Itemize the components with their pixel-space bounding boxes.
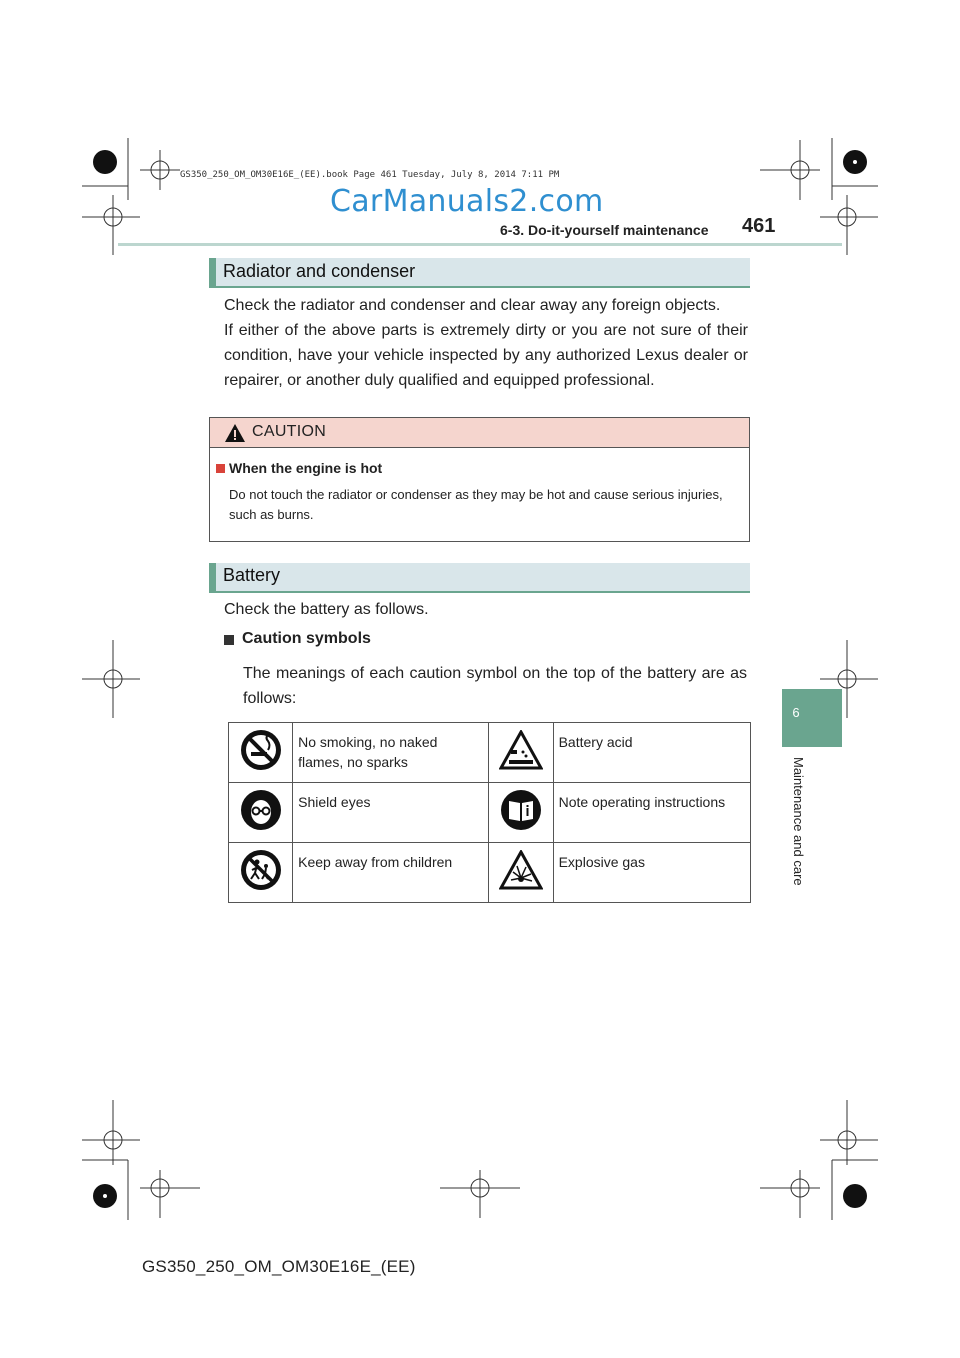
footer-code: GS350_250_OM_OM30E16E_(EE) xyxy=(142,1257,416,1276)
watermark: CarManuals2.com xyxy=(330,184,604,219)
section-title-battery: Battery xyxy=(223,565,281,585)
chapter-tab-label: Maintenance and care xyxy=(791,757,806,886)
table-row xyxy=(229,723,751,783)
caution-subheading: When the engine is hot xyxy=(229,460,383,476)
table-cell-label: Battery acid xyxy=(553,723,750,783)
table-cell-label: No smoking, no naked flames, no sparks xyxy=(293,723,489,783)
caution-symbols-table xyxy=(228,722,751,903)
table-cell-label: Note operating instructions xyxy=(553,783,750,843)
table-cell-icon xyxy=(489,723,553,783)
table-cell-icon xyxy=(489,843,553,903)
table-cell-icon xyxy=(229,843,293,903)
caution-text: Do not touch the radiator or condenser as they may be hot and cause serious injuries, such as burns. xyxy=(229,487,723,522)
no-smoking-icon xyxy=(239,728,283,772)
symbols-bullet xyxy=(224,635,234,645)
header-section-title: 6-3. Do-it-yourself maintenance xyxy=(500,222,709,238)
section-title-radiator: Radiator and condenser xyxy=(223,261,416,281)
table-cell-icon xyxy=(489,783,553,843)
chapter-tab-number: 6 xyxy=(792,705,800,720)
table-cell-label: Explosive gas xyxy=(553,843,750,903)
header-rule xyxy=(118,243,842,246)
table-row xyxy=(229,843,751,903)
explosive-gas-icon xyxy=(499,850,543,890)
section-bar-battery xyxy=(209,563,750,593)
battery-acid-icon xyxy=(499,730,543,770)
operating-instructions-icon xyxy=(499,788,543,832)
caution-label: CAUTION xyxy=(252,423,327,440)
symbols-intro: The meanings of each caution symbol on the top of the battery are as follows: xyxy=(243,665,747,707)
shield-eyes-icon xyxy=(239,788,283,832)
keep-away-children-icon xyxy=(239,848,283,892)
table-cell-label: Shield eyes xyxy=(293,783,489,843)
table-cell-icon xyxy=(229,783,293,843)
table-cell-icon xyxy=(229,723,293,783)
radiator-paragraph-1: Check the radiator and condenser and clear away any foreign objects. xyxy=(224,297,721,314)
symbols-heading: Caution symbols xyxy=(242,630,371,647)
battery-intro: Check the battery as follows. xyxy=(224,601,429,618)
book-file-line: GS350_250_OM_OM30E16E_(EE).book Page 461 Tuesday, July 8, 2014 7:11 PM xyxy=(180,170,560,180)
caution-bullet xyxy=(216,464,225,473)
table-cell-label: Keep away from children xyxy=(293,843,489,903)
table-row xyxy=(229,783,751,843)
page-number: 461 xyxy=(742,215,776,237)
radiator-paragraph-2: If either of the above parts is extremely dirty or you are not sure of their condition, have your vehicle inspected by any authorized Lexus dealer or repairer, or another duly qualified and equipped professional. xyxy=(224,322,748,389)
warning-triangle-icon xyxy=(224,423,246,443)
